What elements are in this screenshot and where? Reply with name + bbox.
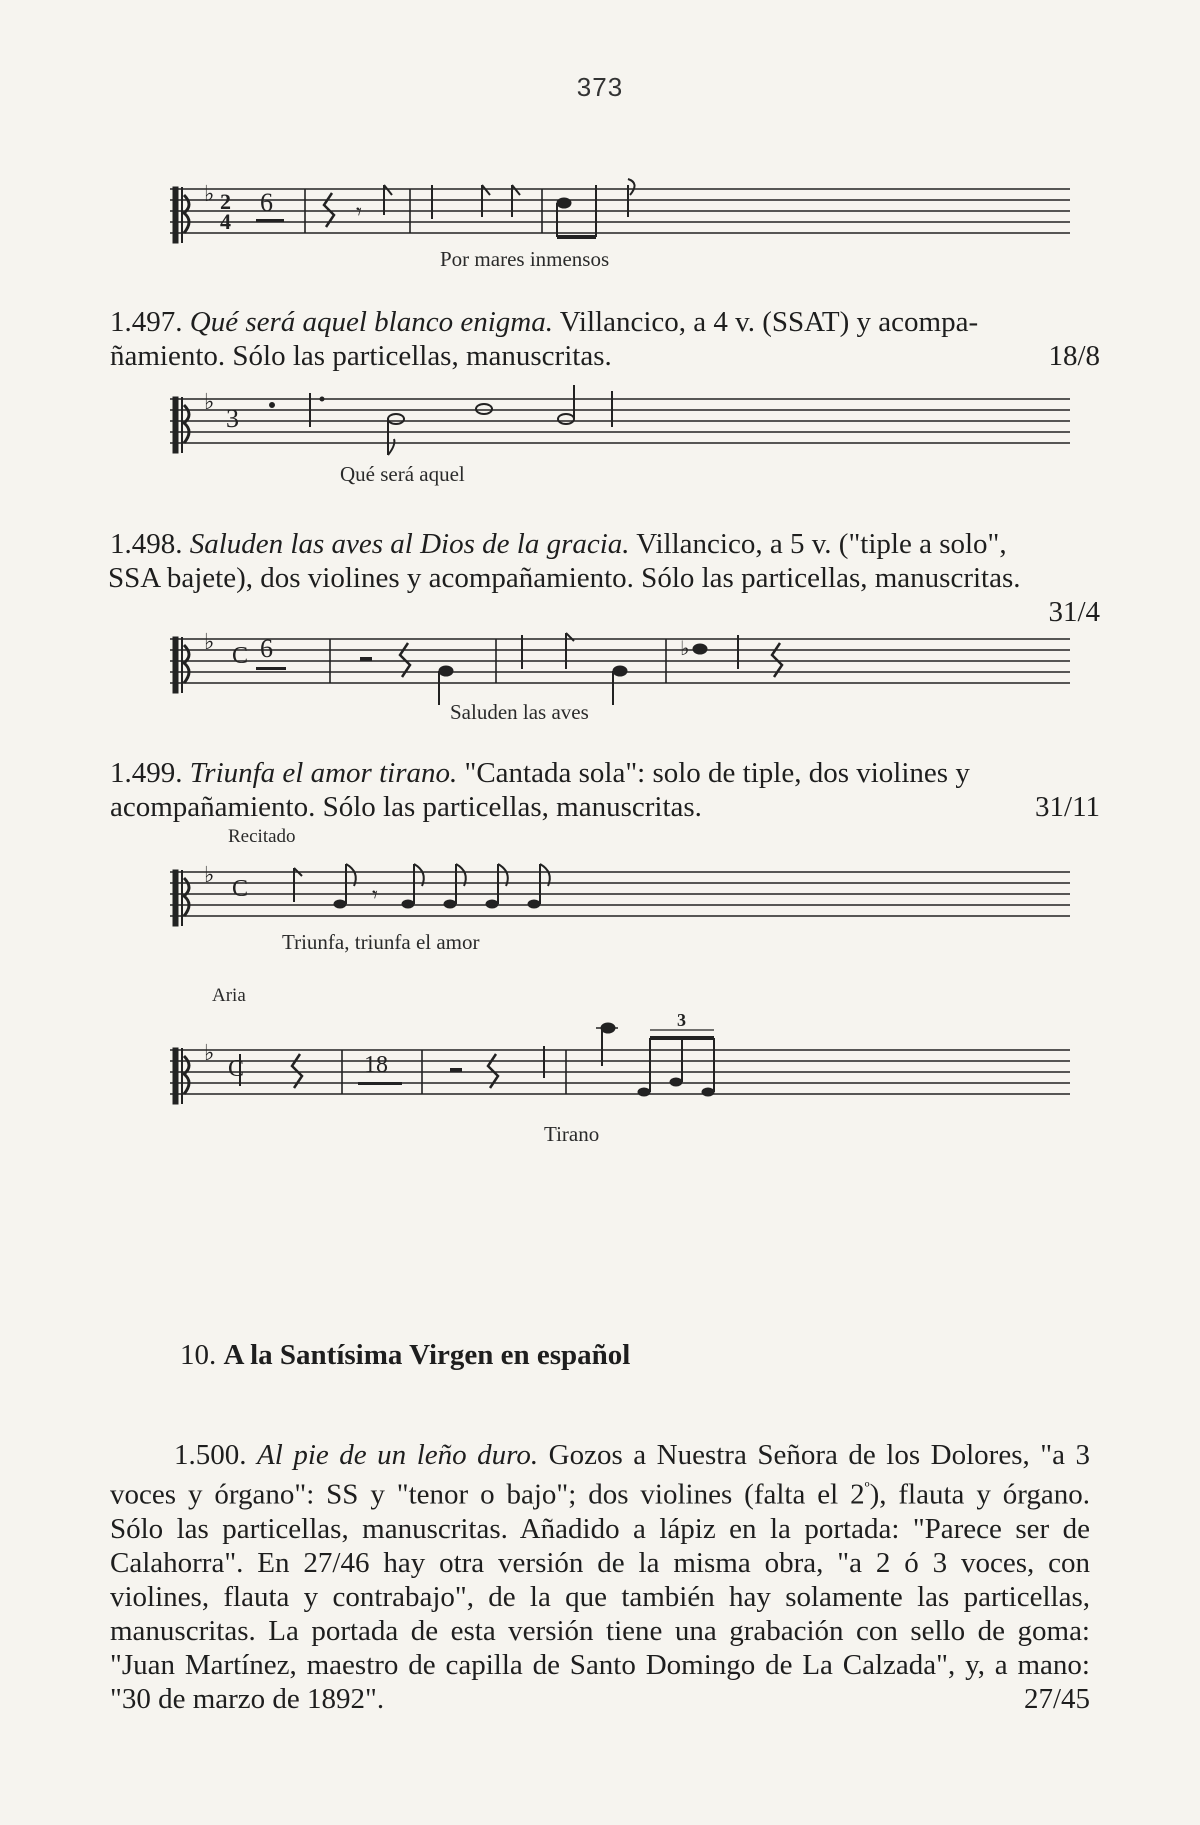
entry-line-2 [110,790,1100,824]
entry-description: Villancico, a 4 v. (SSAT) y acompa- [553,306,979,338]
entry-line-2 [110,1472,1090,1512]
svg-text:C: C [232,876,249,902]
svg-text:♭: ♭ [204,181,215,206]
entry-text: ), flauta y órgano. [869,1478,1090,1511]
music-incipit-que-sera [160,385,1080,460]
section-title: A la Santísima Virgen en español [223,1339,631,1371]
entry-line-8 [110,1682,1090,1716]
svg-text:♭: ♭ [204,629,215,654]
entry-line-1 [110,1438,1090,1472]
music-incipit-triunfa [160,858,1080,933]
entry-line-3: Sólo las particellas, manuscritas. Añadido a lápiz en la portada: "Parece ser de [110,1512,1090,1545]
common-time: C [232,643,249,669]
catalog-entry-1497 [110,305,1100,373]
call-number: 18/8 [1048,340,1100,372]
call-number: 31/4 [1048,596,1100,628]
entry-title: Saluden las aves al Dios de la gracia. [189,528,630,560]
entry-text: voces y órgano": SS y "tenor o bajo"; dos violines (falta el 2 [110,1478,865,1511]
entry-description: Villancico, a 5 v. ("tiple a solo", [629,528,1007,560]
lyric-saluden: Saluden las aves [450,700,589,724]
svg-text:𝄾: 𝄾 [372,882,378,907]
entry-line-7: "Juan Martínez, maestro de capilla de Santo Domingo de La Calzada", y, a mano: [110,1648,1090,1681]
entry-description: "Cantada sola": solo de tiple, dos violines y [457,757,970,789]
svg-text:♭: ♭ [204,862,215,887]
entry-title: Triunfa el amor tirano. [189,757,458,789]
entry-line-6: manuscritas. La portada de esta versión tiene una grabación con sello de goma: [110,1614,1090,1647]
measure-rest-number: 6 [260,634,273,663]
aria-label: Aria [212,985,246,1006]
call-number: 27/45 [1023,1682,1090,1715]
catalog-entry-1499 [110,756,1100,824]
music-incipit-por-mares [160,175,1080,245]
music-incipit-tirano [160,1010,1080,1110]
section-number: 10. [180,1339,217,1371]
svg-text:♭: ♭ [680,638,690,660]
meter-bottom: 4 [220,209,231,234]
entry-number: 1.497. [110,306,183,338]
call-number: 31/11 [1035,791,1100,823]
entry-line-2 [110,339,1100,373]
entry-line-1 [110,527,1100,561]
entry-number: 1.500. [174,1439,247,1471]
svg-text:♭: ♭ [204,389,215,414]
measure-rest-number: 6 [260,188,273,217]
music-incipit-saluden [160,625,1080,705]
catalog-entry-1498 [110,527,1100,629]
entry-title: Qué será aquel blanco enigma. [189,306,553,338]
meter-top: 2 [220,189,231,214]
lyric-por-mares: Por mares inmensos [440,247,610,271]
measure-rest-number: 18 [364,1052,388,1078]
section-heading [180,1339,630,1372]
lyric-tirano: Tirano [544,1122,600,1146]
entry-description: Gozos a Nuestra Señora de los Dolores, "a 3 [538,1439,1090,1471]
page-number: 373 [576,72,624,102]
entry-line-1 [110,305,1100,339]
triplet-number: 3 [677,1010,686,1030]
entry-line-4: Calahorra". En 27/46 hay otra versión de la misma obra, "a 2 ó 3 voces, con [110,1546,1090,1579]
meter-three: 3 [226,404,239,433]
entry-text: "30 de marzo de 1892". [110,1682,385,1715]
entry-line-5: violines, flauta y contrabajo", de la que también hay solamente las particellas, [110,1580,1090,1613]
recitado-label: Recitado [228,826,296,847]
entry-number: 1.498. [110,528,183,560]
entry-description-cont: ñamiento. Sólo las particellas, manuscritas. [110,340,612,372]
lyric-que-sera: Qué será aquel [340,462,465,486]
svg-text:♭: ♭ [204,1040,215,1065]
superscript: º [864,1480,870,1497]
entry-number: 1.499. [110,757,183,789]
entry-description-cont: acompañamiento. Sólo las particellas, manuscritas. [110,791,702,823]
entry-line-2: SSA bajete), dos violines y acompañamiento. Sólo las particellas, manuscritas. [108,562,1021,594]
lyric-triunfa: Triunfa, triunfa el amor [282,930,480,954]
entry-line-1 [110,756,1100,790]
svg-text:𝄾: 𝄾 [356,199,362,224]
entry-title: Al pie de un leño duro. [257,1439,539,1471]
svg-text:C: C [228,1056,245,1082]
catalog-entry-1500 [110,1438,1090,1716]
